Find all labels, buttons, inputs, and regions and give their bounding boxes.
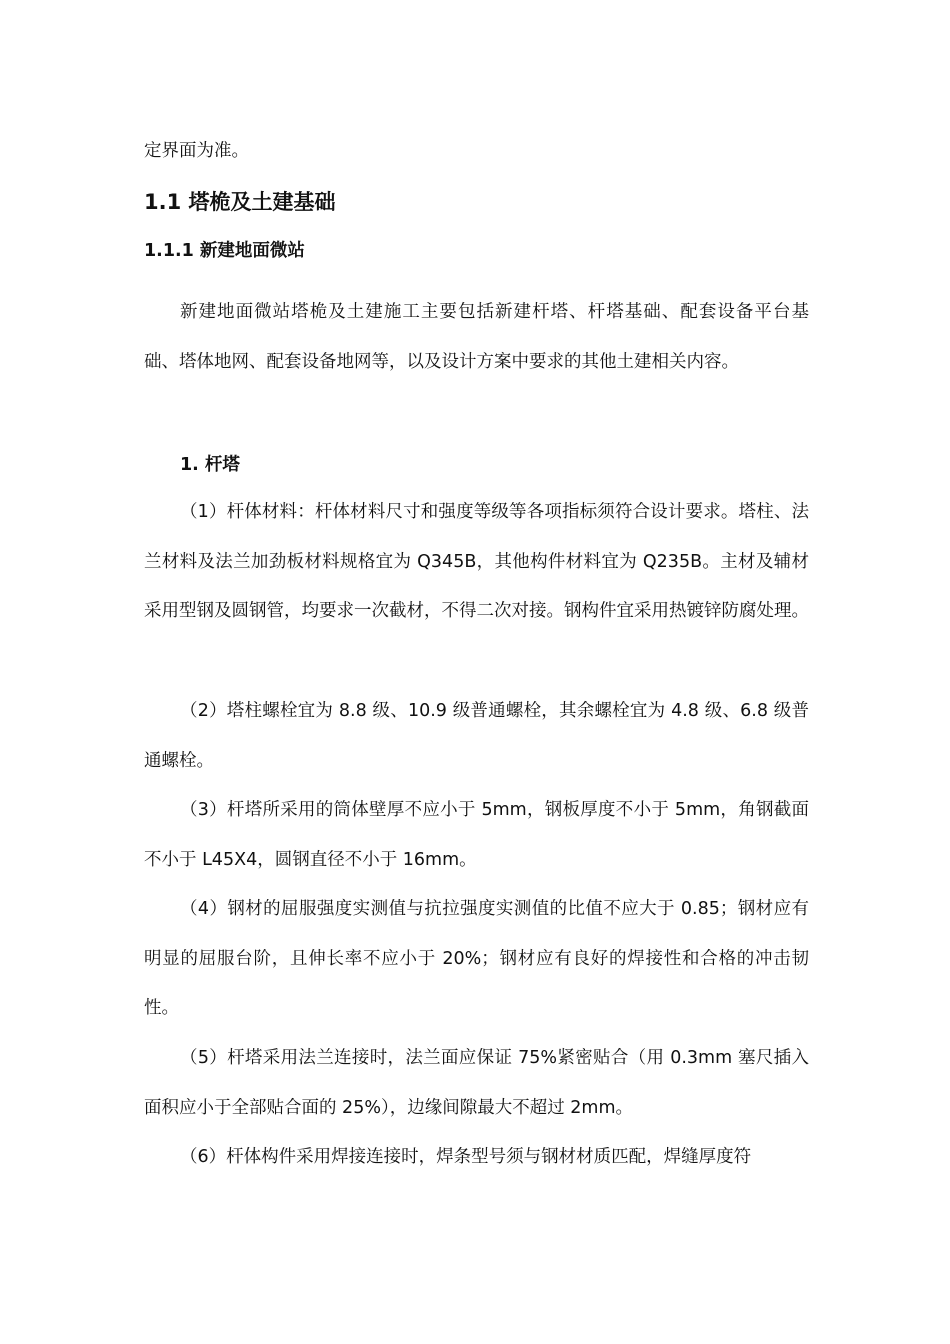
- intro-paragraph: 新建地面微站塔桅及土建施工主要包括新建杆塔、杆塔基础、配套设备平台基础、塔体地网、配套设备地网等，以及设计方案中要求的其他土建相关内容。: [144, 302, 809, 372]
- subsection-heading: 1.1.1 新建地面微站: [144, 241, 305, 261]
- clause-paragraph: （3）杆塔所采用的筒体壁厚不应小于 5mm，钢板厚度不小于 5mm，角钢截面不小于 L45X4，圆钢直径不小于 16mm。: [144, 800, 809, 870]
- clause-paragraph: （5）杆塔采用法兰连接时，法兰面应保证 75%紧密贴合（用 0.3mm 塞尺插入面积应小于全部贴合面的 25%），边缘间隙最大不超过 2mm。: [144, 1048, 809, 1118]
- clause-paragraph: （6）杆体构件采用焊接连接时，焊条型号须与钢材材质匹配，焊缝厚度符: [180, 1147, 752, 1167]
- clause-paragraph: （2）塔柱螺栓宜为 8.8 级、10.9 级普通螺栓，其余螺栓宜为 4.8 级、6.8 级普通螺栓。: [144, 701, 809, 771]
- clause-paragraph: （1）杆体材料：杆体材料尺寸和强度等级等各项指标须符合设计要求。塔柱、法兰材料及法兰加劲板材料规格宜为 Q345B，其他构件材料宜为 Q235B。主材及辅材采用型钢及圆钢管，均要求一次截材，不得二次对接。钢构件宜采用热镀锌防腐处理。: [144, 502, 809, 621]
- item-heading: 1. 杆塔: [180, 455, 240, 475]
- carryover-text: 定界面为准。: [144, 141, 249, 161]
- section-heading: 1.1 塔桅及土建基础: [144, 190, 336, 214]
- clause-paragraph: （4）钢材的屈服强度实测值与抗拉强度实测值的比值不应大于 0.85；钢材应有明显的屈服台阶，且伸长率不应小于 20%；钢材应有良好的焊接性和合格的冲击韧性。: [144, 899, 809, 1018]
